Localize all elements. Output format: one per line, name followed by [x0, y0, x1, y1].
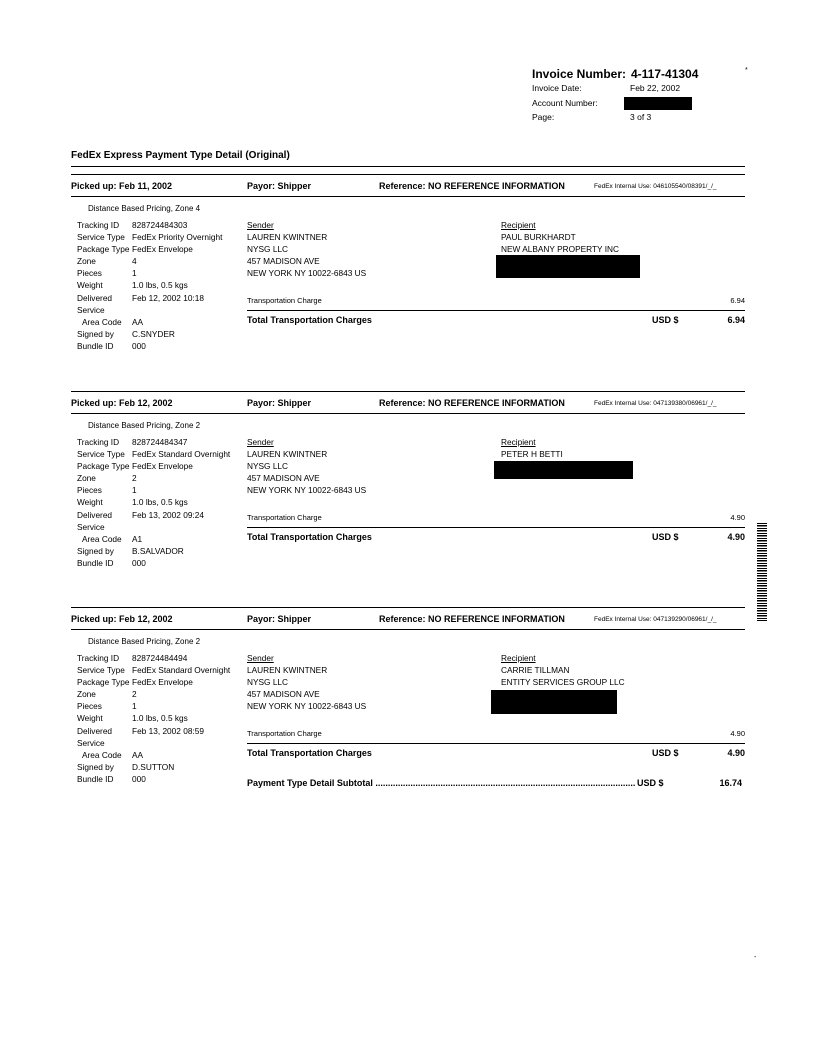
sender-line: NEW YORK NY 10022-6843 US [247, 701, 367, 712]
pieces: 1 [132, 268, 137, 279]
area-code: AA [132, 316, 144, 327]
total-currency: USD $ [652, 315, 679, 325]
area-code-label: Area Code [82, 749, 122, 760]
pieces: 1 [132, 701, 137, 712]
picked-up-date: Picked up: Feb 11, 2002 [71, 181, 173, 191]
sender-line: 457 MADISON AVE [247, 256, 320, 267]
sender-address [247, 219, 366, 279]
zone-label: Zone [77, 473, 96, 484]
shipment-details [77, 436, 230, 569]
shipment-details [77, 219, 222, 352]
invoice-number-label: Invoice Number: [532, 67, 627, 81]
redacted-recipient-address [496, 255, 640, 278]
signed-by-label: Signed by [77, 328, 114, 339]
area-code-label: Area Code [82, 533, 122, 544]
sender-address [247, 436, 366, 496]
total-charges-value: 4.90 [727, 748, 745, 758]
total-currency: USD $ [652, 532, 679, 542]
zone-label: Zone [77, 256, 96, 267]
zone: 4 [132, 256, 137, 267]
invoice-date-label: Invoice Date: [532, 83, 582, 93]
pricing-zone: Distance Based Pricing, Zone 2 [88, 421, 201, 430]
area-code: A1 [132, 533, 143, 544]
pricing-zone: Distance Based Pricing, Zone 2 [88, 637, 201, 646]
shipment-top-rule [71, 391, 745, 392]
delivered: Feb 12, 2002 10:18 [132, 292, 204, 303]
sender-line: LAUREN KWINTNER [247, 665, 328, 676]
pieces-label: Pieces [77, 701, 102, 712]
account-number-label: Account Number: [532, 98, 598, 108]
recipient-line: NEW ALBANY PROPERTY INC [501, 244, 620, 255]
payor: Payor: Shipper [247, 614, 312, 624]
service-type-label: Service Type [77, 449, 125, 460]
sender-heading: Sender [247, 653, 274, 663]
shipment-header-rule [71, 629, 745, 630]
pricing-zone: Distance Based Pricing, Zone 4 [88, 204, 201, 213]
charge-rule [247, 743, 745, 744]
barcode [757, 523, 767, 621]
section-title: FedEx Express Payment Type Detail (Original) [71, 150, 290, 161]
delivered: Feb 13, 2002 08:59 [132, 725, 204, 736]
pieces-label: Pieces [77, 485, 102, 496]
delivered-label: Delivered [77, 292, 113, 303]
transportation-charge-label: Transportation Charge [247, 729, 322, 738]
delivered-label: Delivered [77, 509, 113, 520]
weight: 1.0 lbs, 0.5 kgs [132, 497, 188, 508]
picked-up-date: Picked up: Feb 12, 2002 [71, 614, 173, 624]
bundle-id: 000 [132, 557, 146, 568]
recipient-line: CARRIE TILLMAN [501, 665, 570, 676]
redacted-recipient-address [494, 461, 633, 479]
delivered-label: Delivered [77, 725, 113, 736]
package-type: FedEx Envelope [132, 461, 193, 472]
shipment-details [77, 652, 230, 785]
recipient-address [501, 652, 625, 688]
service-type: FedEx Standard Overnight [132, 665, 231, 676]
sender-line: NYSG LLC [247, 461, 289, 472]
sender-line: NEW YORK NY 10022-6843 US [247, 485, 367, 496]
weight-label: Weight [77, 713, 103, 724]
weight: 1.0 lbs, 0.5 kgs [132, 280, 188, 291]
sender-line: LAUREN KWINTNER [247, 449, 328, 460]
package-type-label: Package Type [77, 461, 130, 472]
recipient-line: PETER H BETTI [501, 449, 563, 460]
package-type: FedEx Envelope [132, 244, 193, 255]
tracking-id-label: Tracking ID [77, 220, 120, 230]
service-type-label: Service Type [77, 232, 125, 243]
sender-address [247, 652, 366, 712]
sender-line: NYSG LLC [247, 244, 289, 255]
invoice-date: Feb 22, 2002 [630, 83, 681, 93]
service-label: Service [77, 304, 105, 315]
shipment-top-rule [71, 174, 745, 175]
fedex-internal-use: FedEx Internal Use: 047139290/06961/_/_ [594, 616, 717, 623]
weight: 1.0 lbs, 0.5 kgs [132, 713, 188, 724]
payor: Payor: Shipper [247, 181, 312, 191]
tracking-id: 828724484494 [132, 653, 188, 663]
corner-mark: * [745, 67, 748, 74]
sender-line: LAUREN KWINTNER [247, 232, 328, 243]
area-code-label: Area Code [82, 316, 122, 327]
payor: Payor: Shipper [247, 398, 312, 408]
sender-line: NYSG LLC [247, 677, 289, 688]
total-charges-value: 4.90 [727, 532, 745, 542]
transportation-charge-value: 4.90 [730, 513, 745, 522]
shipment-header-rule [71, 196, 745, 197]
sender-heading: Sender [247, 220, 274, 230]
pieces: 1 [132, 485, 137, 496]
zone: 2 [132, 689, 137, 700]
charge-rule [247, 527, 745, 528]
weight-label: Weight [77, 280, 103, 291]
redacted-recipient-address [491, 690, 617, 714]
subtotal-label: Payment Type Detail Subtotal ........................................................................................................ [247, 778, 636, 788]
package-type-label: Package Type [77, 244, 130, 255]
signed-by: D.SUTTON [132, 761, 175, 772]
picked-up-date: Picked up: Feb 12, 2002 [71, 398, 173, 408]
service-type-label: Service Type [77, 665, 125, 676]
tracking-id-label: Tracking ID [77, 437, 120, 447]
shipment-top-rule [71, 607, 745, 608]
redacted-account-number [624, 97, 692, 110]
bundle-id-label: Bundle ID [77, 340, 114, 351]
subtotal-value: 16.74 [719, 778, 742, 788]
total-currency: USD $ [652, 748, 679, 758]
recipient-line: ENTITY SERVICES GROUP LLC [501, 677, 625, 688]
service-label: Service [77, 737, 105, 748]
service-label: Service [77, 521, 105, 532]
bundle-id-label: Bundle ID [77, 773, 114, 784]
tracking-id: 828724484347 [132, 437, 188, 447]
total-charges-label: Total Transportation Charges [247, 748, 372, 758]
package-type-label: Package Type [77, 677, 130, 688]
recipient-heading: Recipient [501, 653, 536, 663]
page-label: Page: [532, 112, 555, 122]
package-type: FedEx Envelope [132, 677, 193, 688]
page-number: 3 of 3 [630, 112, 652, 122]
sender-heading: Sender [247, 437, 274, 447]
delivered: Feb 13, 2002 09:24 [132, 509, 204, 520]
subtotal-currency: USD $ [637, 778, 664, 788]
reference: Reference: NO REFERENCE INFORMATION [379, 398, 565, 408]
transportation-charge-label: Transportation Charge [247, 296, 322, 305]
weight-label: Weight [77, 497, 103, 508]
total-charges-value: 6.94 [727, 315, 745, 325]
zone: 2 [132, 473, 137, 484]
charge-rule [247, 310, 745, 311]
reference: Reference: NO REFERENCE INFORMATION [379, 614, 565, 624]
footer-mark: - [754, 954, 757, 961]
sender-line: 457 MADISON AVE [247, 473, 320, 484]
transportation-charge-label: Transportation Charge [247, 513, 322, 522]
section-title-rule [71, 166, 745, 167]
total-charges-label: Total Transportation Charges [247, 532, 372, 542]
signed-by: C.SNYDER [132, 328, 175, 339]
shipment-header-rule [71, 413, 745, 414]
signed-by-label: Signed by [77, 545, 114, 556]
zone-label: Zone [77, 689, 96, 700]
recipient-line: PAUL BURKHARDT [501, 232, 576, 243]
reference: Reference: NO REFERENCE INFORMATION [379, 181, 565, 191]
total-charges-label: Total Transportation Charges [247, 315, 372, 325]
invoice-number: 4-117-41304 [631, 67, 699, 81]
tracking-id-label: Tracking ID [77, 653, 120, 663]
tracking-id: 828724484303 [132, 220, 188, 230]
service-type: FedEx Standard Overnight [132, 449, 231, 460]
signed-by: B.SALVADOR [132, 545, 184, 556]
transportation-charge-value: 6.94 [730, 296, 745, 305]
fedex-internal-use: FedEx Internal Use: 047139380/06961/_/_ [594, 400, 717, 407]
sender-line: 457 MADISON AVE [247, 689, 320, 700]
bundle-id-label: Bundle ID [77, 557, 114, 568]
sender-line: NEW YORK NY 10022-6843 US [247, 268, 367, 279]
recipient-heading: Recipient [501, 220, 536, 230]
bundle-id: 000 [132, 340, 146, 351]
recipient-address [501, 436, 563, 460]
bundle-id: 000 [132, 773, 146, 784]
recipient-heading: Recipient [501, 437, 536, 447]
transportation-charge-value: 4.90 [730, 729, 745, 738]
pieces-label: Pieces [77, 268, 102, 279]
area-code: AA [132, 749, 144, 760]
service-type: FedEx Priority Overnight [132, 232, 223, 243]
signed-by-label: Signed by [77, 761, 114, 772]
fedex-internal-use: FedEx Internal Use: 046105540/08391/_/_ [594, 183, 717, 190]
recipient-address [501, 219, 619, 255]
